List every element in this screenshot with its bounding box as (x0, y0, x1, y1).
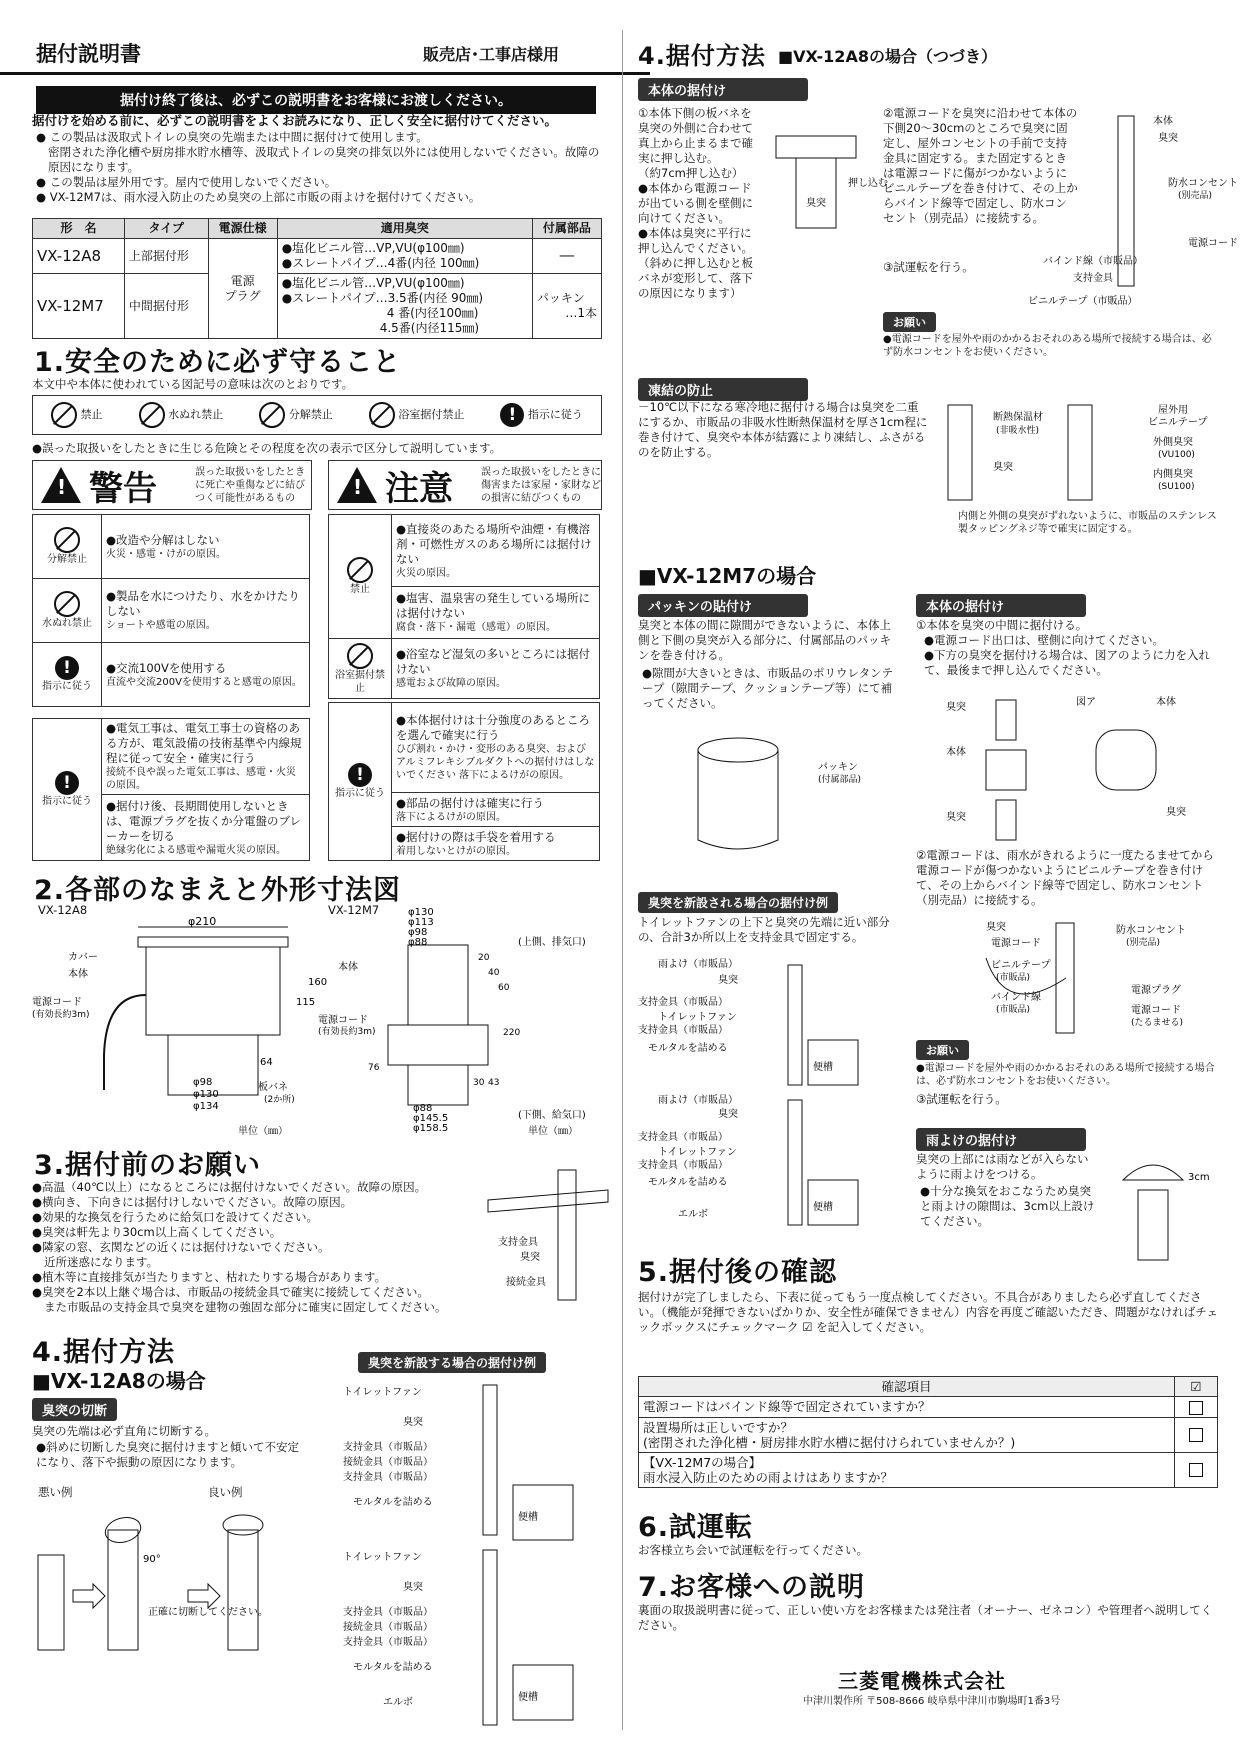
fig-label: 電源コード (1188, 238, 1238, 249)
column-divider (622, 30, 623, 1730)
no-bathroom-icon (369, 402, 395, 428)
caution-icon-cell: 禁止 (329, 515, 392, 639)
sec4-title: 4.据付方法 (32, 1337, 176, 1368)
caution-item: ●直接炎のあたる場所や油煙・有機溶剤・可燃性ガスのある場所には据付けない 火災の原因。 (392, 515, 600, 587)
packing-bullet: ●隙間が大きいときは、市販品のポリウレタンテープ（隙間テープ、クッションテープ等）にて補ってください。 (642, 666, 894, 710)
dim-label: 76 (368, 1063, 380, 1073)
dim-label: φ113 (408, 917, 434, 928)
check-cell (1175, 1417, 1218, 1452)
fig-label: 便槽 (813, 1062, 833, 1073)
new-install-figures (323, 1375, 608, 1745)
fig-label: 支持金具（市販品） (638, 1160, 728, 1171)
packing-figure (678, 730, 898, 870)
instruction-icon: ! (55, 656, 79, 680)
part-label: 本体 (338, 962, 358, 973)
warning-icon-cell: ! 指示に従う (33, 643, 102, 707)
check-row: 【VX-12M7の場合】 雨水浸入防止のための雨よけはありますか？ (639, 1452, 1175, 1487)
intro-bullet: ● この製品は汲取式トイレの臭突の先端または中間に据付けて使用します。 (36, 130, 428, 144)
packing-tag: パッキンの貼付け (638, 594, 808, 617)
fig-label: 支持金具（市販品） (343, 1637, 433, 1648)
spec-parts: ── (532, 239, 601, 274)
sec6-title: 6.試運転 (638, 1512, 754, 1543)
fig-label: 接続金具（市販品） (343, 1457, 433, 1468)
fig-label: モルタルを詰める (353, 1662, 433, 1673)
spec-header: 電源仕様 (208, 219, 277, 239)
no-bathroom-icon (347, 643, 373, 669)
cut-tag: 臭突の切断 (32, 1398, 117, 1421)
fig-label: 臭突 (1158, 133, 1178, 144)
sec3-item: ●臭突は軒先より30cm以上高くしてください。 (32, 1225, 282, 1239)
dim-label: 115 (296, 997, 316, 1008)
sec7-title: 7.お客様への説明 (638, 1572, 866, 1603)
fig-label: 雨よけ（市販品） (658, 1095, 738, 1106)
fig-label: (市販品) (996, 973, 1031, 983)
dim-label: 40 (488, 968, 500, 978)
check-header-box: ☑ (1175, 1377, 1218, 1397)
dim-label: φ130 (408, 907, 434, 918)
m-new-tag: 臭突を新設される場合の据付け例 (638, 892, 838, 913)
dim-label: φ210 (188, 915, 217, 928)
fig-label: モルタルを詰める (353, 1497, 433, 1508)
fig-label: 支持金具 (1073, 273, 1113, 284)
caution-item: ●部品の据付けは確実に行う 落下によるけがの原因。 (392, 793, 600, 827)
body-install-tag: 本体の据付け (638, 78, 808, 101)
cord-figure (958, 106, 1238, 311)
m-cord-figure (916, 918, 1216, 1038)
fig-label: 図ア (1076, 697, 1096, 708)
spec-header: 付属部品 (532, 219, 601, 239)
dim-label: φ145.5 (413, 1113, 449, 1124)
company-address: 中津川製作所 〒508-8666 岐阜県中津川市駒場町1番3号 (803, 1696, 1061, 1707)
fig-label: 外側臭突 (1153, 437, 1193, 448)
good-example-label: 良い例 (208, 1485, 243, 1499)
good-note: 正確に切断してください。 (148, 1607, 268, 1618)
spec-header: タイプ (124, 219, 208, 239)
body-steps: ①本体下側の板バネを臭突の外側に合わせて真上から止まるまで確実に押し込む。 （約7cm押し込む） ●本体から電源コードが出ている側を壁側に向けてください。 ●本体は臭突に平行に押し込んでください。（斜めに押し込むと板バネが変形して、落下の原因になります） (638, 106, 753, 300)
sec3-item: ●隣家の窓、玄関などの近くには据付けないでください。 (32, 1240, 330, 1254)
spec-table (32, 218, 602, 339)
fig-label: 本体 (1153, 116, 1173, 127)
fig-label: 支持金具（市販品） (638, 1025, 728, 1036)
fig-label: 便槽 (518, 1692, 538, 1703)
no-disassemble-icon (54, 527, 80, 553)
fig-label: 臭突 (993, 462, 1013, 473)
fig-label: バインド線 (991, 992, 1041, 1003)
intro-bullet: 密閉された浄化槽や厨房排水貯水槽等、汲取式トイレの臭突の排気以外には使用しないでください。故障の原因になります。 (48, 145, 600, 174)
please-text: ●電源コードを屋外や雨のかかるおそれのある場所で接続する場合は、必ず防水コンセントをお使いください。 (883, 334, 1212, 358)
body-step2: ②電源コードを臭突に沿わせて本体の下側20～30cmのところで臭突に固定し、屋外コンセントの手前で支持金具に固定する。また固定するときは電源コードに傷がつかないようにビニルテープを巻き付けて、その上からバインド線等で固定し、防水コンセント（別売品）に接続する。 (883, 106, 1078, 225)
freeze-tag: 凍結の防止 (638, 378, 808, 401)
sec1-lead2: ●誤った取扱いをしたときに生じる危険とその程度を次の表示で区分して説明しています。 (32, 441, 502, 455)
caution-item: ●本体据付けは十分強度のあるところを選んで確実に行う ひび割れ・かけ・変形のある臭突、およびアルミフレキシブルダクトへの据付けはしないでください 落下によるけがの原因。 (392, 703, 600, 793)
freeze-figure (938, 395, 1223, 510)
warning-triangle-icon: ! (41, 467, 81, 503)
caution-item: ●塩害、温泉害の発生している場所には据付けない 腐食・落下・漏電（感電）の原因。 (392, 587, 600, 639)
dim-label: φ98 (408, 927, 428, 938)
check-row: 設置場所は正しいですか？ (密閉された浄化槽・厨房排水貯水槽に据付けられていませんか？) (639, 1417, 1175, 1452)
fig-label: ビニルテープ（市販品） (1028, 296, 1138, 307)
fig-label: 臭突 (403, 1417, 423, 1428)
dim-label: φ158.5 (413, 1123, 449, 1134)
sec1-title: 1.安全のために必ず守ること (34, 347, 402, 378)
warning-item: ●据付け後、長期間使用しないときは、電源プラグを抜くか分電盤のブレーカーを切る 絶縁劣化による感電や漏電火災の原因。 (102, 795, 310, 861)
fig-label: モルタルを詰める (648, 1043, 728, 1054)
spec-pipes: ●塩化ビニル管…VP,VU(φ100㎜) ●スレートパイプ…4番(内径 100㎜) (277, 239, 532, 274)
warning-banner (32, 460, 312, 510)
part-label: (上側、排気口) (518, 937, 586, 948)
prohibit-icon (51, 402, 77, 428)
check-header: 確認項目 (639, 1377, 1175, 1397)
part-label: (2か所) (264, 1095, 295, 1105)
m-model-label: VX-12M7 (328, 903, 380, 917)
fig-label: 本体 (1156, 697, 1176, 708)
dim-label: φ88 (408, 937, 428, 948)
dim-label: φ98 (193, 1077, 213, 1088)
fig-label: トイレットファン (343, 1552, 422, 1563)
fig-label: 臭突 (1166, 807, 1186, 818)
symbol-legend (32, 395, 602, 435)
part-label: 電源コード (318, 1015, 368, 1026)
symbol-prohibit: 禁止 (51, 402, 103, 428)
intro-bullet: ● VX-12M7は、雨水浸入防止のため臭突の上部に市販の雨よけを据付けてください。 (36, 190, 481, 204)
spec-pipes: ●塩化ビニル管…VP,VU(φ100㎜) ●スレートパイプ…3.5番(内径 90㎜) 4 番(内径100㎜) 4.5番(内径115㎜) (277, 274, 532, 339)
fig-label: (VU100) (1158, 450, 1195, 460)
spec-parts: パッキン …1本 (532, 274, 601, 339)
no-water-icon (54, 591, 80, 617)
sec4-sub: ■VX-12A8の場合 (32, 1369, 206, 1393)
sec3-item: また市販品の支持金具で臭突を建物の強固な部分に確実に固定してください。 (44, 1300, 447, 1314)
fig-label: (付属部品) (818, 775, 862, 785)
symbol-no-water: 水ぬれ禁止 (139, 402, 224, 428)
fig-label: 屋外用 (1158, 405, 1188, 416)
instruction-icon: ! (55, 771, 79, 795)
m-step3: ③試運転を行う。 (916, 1092, 1007, 1106)
fig-label: 内側臭突 (1153, 469, 1193, 480)
symbol-no-bathroom: 浴室据付禁止 (369, 402, 465, 428)
cut-bullet: ●斜めに切断した臭突に据付けますと傾いて不安定になり、落下や振動の原因になります。 (36, 1440, 300, 1469)
m-please-text: ●電源コードを屋外や雨のかかるおそれのある場所で接続する場合は、必ず防水コンセントをお使いください。 (916, 1063, 1215, 1087)
dim-label: φ134 (193, 1101, 219, 1112)
dim-label: 20 (478, 953, 490, 963)
fig-label: 臭突 (520, 1252, 540, 1263)
spec-model: VX-12A8 (33, 239, 125, 274)
rain-bullet: ●十分な換気をおこなうため臭突と雨よけの隙間は、3cm以上設けてください。 (920, 1184, 1095, 1228)
caution-table (328, 514, 600, 699)
intro-bullet: ● この製品は屋外用です。屋内で使用しないでください。 (36, 175, 337, 189)
warning-table-2 (32, 718, 310, 861)
fig-label: 押し込む (848, 178, 888, 189)
m-body-figure (916, 690, 1216, 840)
fig-label: 支持金具（市販品） (638, 1132, 728, 1143)
fig-label: 電源コード (991, 938, 1041, 949)
check-row: 電源コードはバインド線等で固定されていますか？ (639, 1397, 1175, 1418)
part-label: (有効長約3m) (318, 1027, 376, 1037)
warning-item: ●製品を水につけたり、水をかけたりしない ショートや感電の原因。 (102, 579, 310, 643)
fig-label: (SU100) (1158, 482, 1195, 492)
fig-label: 臭突 (718, 975, 738, 986)
caution-item: ●据付けの際は手袋を着用する 着用しないとけがの原因。 (392, 827, 600, 861)
fig-label: (別売品) (1178, 191, 1213, 201)
spec-type: 上部据付形 (124, 239, 208, 274)
rain-dim: 3cm (1188, 1172, 1210, 1183)
company-name: 三菱電機株式会社 (838, 1669, 1006, 1693)
fig-label: トイレットファン (343, 1387, 422, 1398)
m-please-tag: お願い (916, 1040, 969, 1060)
freeze-note: 内側と外側の臭突がずれないように、市販品のステンレス製タッピングネジ等で確実に固定する。 (958, 511, 1217, 535)
m-step2: ②電源コードは、雨水がきれるように一度たるませてから電源コードが傷つかないようにビニルテープを巻き付けて、その上からバインド線等で固定し、防水コンセント（別売品）に接続する。 (916, 848, 1214, 907)
sec3-item: ●高温（40℃以上）になるところには据付けないでください。故障の原因。 (32, 1180, 427, 1194)
warning-table (32, 514, 310, 707)
fig-label: 支持金具（市販品） (343, 1472, 433, 1483)
push-figure (766, 106, 888, 236)
caution-icon-cell: 浴室据付禁止 (329, 639, 392, 699)
sec4r-sub: ■VX-12A8の場合（つづき） (778, 47, 997, 66)
fig-label: 便槽 (813, 1202, 833, 1213)
intro-lead: 据付けを始める前に、必ずこの説明書をよくお読みになり、正しく安全に据付けてください。 (32, 113, 558, 128)
dim-label: 60 (498, 983, 510, 993)
check-cell (1175, 1452, 1218, 1487)
caution-icon-cell: ! 指示に従う (329, 703, 392, 861)
cut-figure (28, 1500, 308, 1650)
dim-label: 160 (308, 977, 328, 988)
part-label: カバー (68, 952, 98, 963)
checkbox[interactable] (1189, 1401, 1203, 1415)
rain-figure (1103, 1150, 1218, 1260)
a-dimension-drawing (28, 915, 328, 1125)
fig-label: ビニルテープ (1148, 417, 1208, 428)
sec5-text: 据付けが完了しましたら、下表に従ってもう一度点検してください。不具合がありましたら必ず直してください。（機能が発揮できないばかりか、安全性が確保できません）内容を再度ご確認いただき、問題がなければチェックボックスにチェックマーク ☑ を記入してください。 (638, 1290, 1218, 1334)
warning-icon-cell: 分解禁止 (33, 515, 102, 579)
dim-label: φ130 (193, 1089, 219, 1100)
sec3-figure (458, 1170, 608, 1300)
warning-icon-cell: ! 指示に従う (33, 719, 102, 861)
fig-label: パッキン (818, 762, 858, 773)
prohibit-icon (347, 557, 373, 583)
m-body-tag: 本体の据付け (916, 594, 1086, 617)
fig-label: 防水コンセント (1116, 925, 1186, 936)
dim-label: 43 (488, 1078, 500, 1088)
m-new-figures (638, 955, 903, 1235)
warning-desc: 誤った取扱いをしたときに死亡や重傷などに結びつく可能性があるもの (195, 466, 306, 504)
dim-label: 64 (260, 1057, 273, 1068)
sec3-item: ●臭突を2本以上継ぐ場合は、市販品の接続金具で確実に接続してください。 (32, 1285, 429, 1299)
a-unit: 単位（㎜） (238, 1126, 288, 1137)
part-label: 板バネ (258, 1082, 288, 1093)
sec3-item: ●植木等に直接排気が当たりますと、枯れたりする場合があります。 (32, 1270, 387, 1284)
fig-label: 臭突 (946, 812, 966, 823)
sec4r-title: 4.据付方法 (638, 42, 766, 70)
no-disassemble-icon (259, 402, 285, 428)
fig-label: モルタルを詰める (648, 1177, 728, 1188)
caution-triangle-icon: ! (337, 467, 377, 503)
fig-label: 本体 (946, 747, 966, 758)
caution-label: 注意 (385, 468, 453, 509)
dim-label: 30 (473, 1078, 485, 1088)
checkbox[interactable] (1189, 1463, 1203, 1477)
a-model-label: VX-12A8 (38, 903, 88, 917)
warning-item: ●電気工事は、電気工事士の資格のある方が、電気設備の技術基準や内線規程に従って安全・確実に行う 接続不良や誤った電気工事は、感電・火災の原因。 (102, 719, 310, 795)
body-step3: ③試運転を行う。 (883, 260, 974, 274)
fig-label: 接続金具 (506, 1277, 546, 1288)
checkbox[interactable] (1189, 1428, 1203, 1442)
check-table (638, 1376, 1218, 1488)
fig-label: 支持金具（市販品） (343, 1442, 433, 1453)
fig-label: (たるませる) (1131, 1018, 1184, 1028)
dim-label: φ88 (413, 1103, 433, 1114)
rain-tag: 雨よけの据付け (916, 1128, 1086, 1151)
m-dimension-drawing (318, 905, 608, 1135)
warning-item: ●改造や分解はしない 火災・感電・けがの原因。 (102, 515, 310, 579)
sec6-text: お客様立ち会いで試運転を行ってください。 (638, 1543, 868, 1557)
m-body-steps: ①本体を臭突の中間に据付ける。 ●電源コード出口は、壁側に向けてください。 ●下方の臭突を据付ける場合は、図アのように力を入れて、最後まで押し込んでください。 (916, 618, 1211, 677)
fig-label: 臭突 (403, 1582, 423, 1593)
caution-table-2 (328, 702, 600, 861)
fig-label: ビニルテープ (991, 960, 1051, 971)
packing-text: 臭突と本体の間に隙間ができないように、本体上側と下側の臭突が入る部分に、付属部品のパッキンを巻き付ける。 (638, 618, 891, 662)
spec-type: 中間据付形 (124, 274, 208, 339)
intro-bullets (36, 130, 601, 205)
sec2-title: 2.各部のなまえと外形寸法図 (34, 875, 402, 906)
m-new-text: トイレットファンの上下と臭突の先端に近い部分の、合計3か所以上を支持金具で固定する。 (638, 915, 890, 944)
caution-banner (328, 460, 602, 510)
dim-label: 220 (503, 1028, 521, 1038)
fig-label: 支持金具（市販品） (343, 1607, 433, 1618)
fig-label: 臭突 (718, 1109, 738, 1120)
m-title: ■VX-12M7の場合 (638, 564, 817, 588)
doc-title: 据付説明書 (36, 42, 141, 66)
warning-item: ●交流100Vを使用する 直流や交流200Vを使用すると感電の原因。 (102, 643, 310, 707)
instruction-icon: ! (500, 403, 524, 427)
fig-label: 断熱保温材 (993, 412, 1043, 423)
fig-label: 臭突 (986, 922, 1006, 933)
fig-label: 防水コンセント (1168, 178, 1238, 189)
sec3-item: 近所迷惑になります。 (44, 1255, 159, 1269)
no-water-icon (139, 402, 165, 428)
please-tag: お願い (883, 312, 936, 332)
spec-model: VX-12M7 (33, 274, 125, 339)
caution-desc: 誤った取扱いをしたときに傷害または家屋・家財などの損害に結びつくもの (481, 466, 601, 504)
angle-label: 90° (143, 1554, 161, 1565)
fig-label: エルボ (383, 1697, 413, 1708)
fig-label: 臭突 (946, 702, 966, 713)
fig-label: 電源コード (1131, 1005, 1181, 1016)
sec7-text: 裏面の取扱説明書に従って、正しい使い方をお客様または発注者（オーナー、ゼネコン）や管理者へ説明してください。 (638, 1603, 1213, 1632)
rain-text: 臭突の上部には雨などが入らないように雨よけをつける。 (916, 1152, 1089, 1181)
warning-icon-cell: 水ぬれ禁止 (33, 579, 102, 643)
sec3-item: ●効果的な換気を行うために給気口を設けてください。 (32, 1210, 319, 1224)
new-install-tag: 臭突を新設する場合の据付け例 (358, 1352, 546, 1373)
fig-label: 便槽 (518, 1512, 538, 1523)
notice-bar: 据付け終了後は、必ずこの説明書をお客様にお渡しください。 (36, 86, 596, 114)
fig-label: バインド線（市販品） (1043, 256, 1143, 267)
fig-label: (市販品) (996, 1005, 1031, 1015)
doc-audience: 販売店･工事店様用 (423, 45, 560, 64)
m-unit: 単位（㎜） (528, 1126, 578, 1137)
sec3-item: ●横向き、下向きには据付けしないでください。故障の原因。 (32, 1195, 353, 1209)
header-rule (0, 72, 650, 75)
fig-label: トイレットファン (658, 1012, 737, 1023)
part-label: (有効長約3m) (32, 1010, 90, 1020)
fig-label: (別売品) (1126, 938, 1161, 948)
bad-example-label: 悪い例 (38, 1485, 73, 1499)
symbol-no-disassemble: 分解禁止 (259, 402, 333, 428)
fig-label: 電源プラグ (1131, 985, 1181, 996)
fig-label: トイレットファン (658, 1147, 737, 1158)
part-label: 電源コード (32, 997, 82, 1008)
part-label: 本体 (68, 969, 88, 980)
sec1-lead: 本文中や本体に使われている図記号の意味は次のとおりです。 (32, 377, 354, 391)
spec-power: 電源 プラグ (208, 239, 277, 339)
spec-header: 適用臭突 (277, 219, 532, 239)
part-label: (下側、給気口) (518, 1110, 586, 1121)
sec5-title: 5.据付後の確認 (638, 1257, 838, 1288)
fig-label: (非吸水性) (996, 426, 1040, 436)
fig-label: エルボ (678, 1209, 708, 1220)
fig-label: 支持金具 (498, 1237, 538, 1248)
warning-label: 警告 (89, 468, 157, 509)
fig-label: 接続金具（市販品） (343, 1622, 433, 1633)
freeze-text: －10℃以下になる寒冷地に据付ける場合は臭突を二重にするか、市販品の非吸水性断熱保温材を厚さ1cm程に巻き付けて、臭突や本体が結露により凍結し、ふさがるのを防止する。 (638, 400, 928, 459)
fig-label: 臭突 (806, 198, 826, 209)
cut-text: 臭突の先端は必ず直角に切断する。 (32, 1424, 216, 1438)
fig-label: 支持金具（市販品） (638, 997, 728, 1008)
fig-label: 雨よけ（市販品） (658, 959, 738, 970)
sec3-title: 3.据付前のお願い (34, 1150, 262, 1181)
symbol-instruction: ! 指示に従う (500, 403, 583, 427)
spec-header: 形 名 (33, 219, 125, 239)
instruction-icon: ! (348, 763, 372, 787)
check-cell (1175, 1397, 1218, 1418)
caution-item: ●浴室など湿気の多いところには据付けない 感電および故障の原因。 (392, 639, 600, 699)
